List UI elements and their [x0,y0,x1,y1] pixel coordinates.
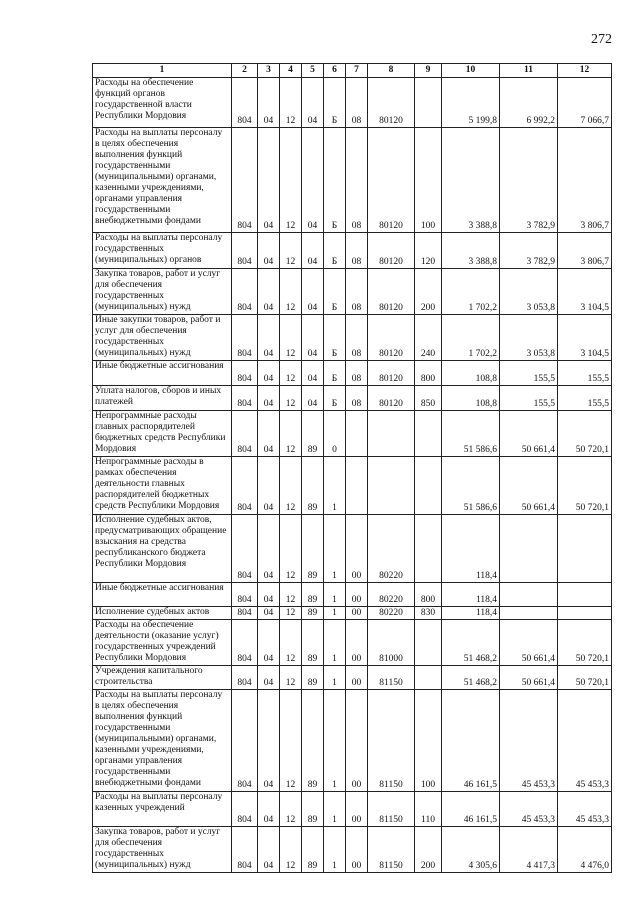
code-cell: 804 [232,269,258,315]
code-cell [346,411,368,457]
table-row [93,457,612,515]
amount-cell: 50 661,4 [500,666,558,690]
code-cell: 804 [232,233,258,269]
amount-cell: 108,8 [442,361,500,386]
code-cell: 80120 [368,386,415,411]
code-cell: 12 [280,792,302,827]
code-cell: Б [324,386,346,411]
row-label: Непрограммные расходы в рамках обеспечения деятельности главных распорядителей бюджетных средств Республики Мордовия [93,457,232,515]
code-cell: 804 [232,827,258,873]
code-cell: 04 [258,827,280,873]
code-cell: Б [324,361,346,386]
column-header: 11 [500,64,558,78]
amount-cell: 3 806,7 [558,128,612,233]
code-cell: 08 [346,315,368,361]
code-cell: 804 [232,583,258,607]
code-cell: Б [324,233,346,269]
code-cell: 04 [258,666,280,690]
amount-cell: 4 305,6 [442,827,500,873]
code-cell: 89 [302,457,324,515]
code-cell [415,457,442,515]
code-cell: 12 [280,666,302,690]
code-cell [368,411,415,457]
code-cell: 804 [232,411,258,457]
code-cell: 800 [415,361,442,386]
code-cell: 804 [232,792,258,827]
code-cell: 80120 [368,315,415,361]
code-cell: 08 [346,233,368,269]
amount-cell: 155,5 [558,361,612,386]
code-cell: 00 [346,620,368,666]
column-header: 12 [558,64,612,78]
code-cell [415,666,442,690]
amount-cell: 3 782,9 [500,128,558,233]
code-cell: 89 [302,607,324,620]
amount-cell: 3 053,8 [500,315,558,361]
code-cell: 804 [232,386,258,411]
budget-table [92,63,612,873]
amount-cell: 3 104,5 [558,315,612,361]
table-row [93,386,612,411]
code-cell: 04 [302,361,324,386]
column-header: 4 [280,64,302,78]
code-cell: 04 [302,233,324,269]
row-label: Расходы на обеспечение деятельности (оказание услуг) государственных учреждений Республики Мордовия [93,620,232,666]
code-cell: 08 [346,269,368,315]
code-cell: 04 [258,620,280,666]
code-cell: 12 [280,690,302,792]
code-cell [415,515,442,583]
code-cell: 804 [232,607,258,620]
column-header: 10 [442,64,500,78]
code-cell: 80120 [368,128,415,233]
code-cell: 110 [415,792,442,827]
row-label: Расходы на выплаты персоналу в целях обеспечения выполнения функций государственными (муниципальными) органами, казенными учреждениями, органами управления государственными внебюджетными фондами [93,128,232,233]
amount-cell: 118,4 [442,583,500,607]
amount-cell: 50 720,1 [558,411,612,457]
code-cell: 12 [280,457,302,515]
code-cell: 1 [324,583,346,607]
column-header: 6 [324,64,346,78]
amount-cell [558,607,612,620]
code-cell: 04 [258,361,280,386]
column-header: 2 [232,64,258,78]
code-cell: 804 [232,515,258,583]
code-cell: 80120 [368,269,415,315]
amount-cell: 1 702,2 [442,315,500,361]
code-cell: 89 [302,583,324,607]
code-cell: 80220 [368,515,415,583]
code-cell: 89 [302,666,324,690]
amount-cell: 118,4 [442,607,500,620]
amount-cell: 108,8 [442,386,500,411]
code-cell: 200 [415,269,442,315]
row-label: Учреждения капитального строительства [93,666,232,690]
table-row [93,583,612,607]
code-cell: 81000 [368,620,415,666]
row-label: Иные бюджетные ассигнования [93,361,232,386]
amount-cell: 155,5 [558,386,612,411]
table-row [93,128,612,233]
amount-cell: 155,5 [500,361,558,386]
code-cell: Б [324,128,346,233]
code-cell: 1 [324,827,346,873]
code-cell: 12 [280,411,302,457]
amount-cell: 50 720,1 [558,666,612,690]
code-cell: 08 [346,386,368,411]
code-cell: 804 [232,78,258,128]
code-cell: 80220 [368,607,415,620]
code-cell: 00 [346,690,368,792]
amount-cell: 50 661,4 [500,620,558,666]
code-cell: 200 [415,827,442,873]
page-number: 272 [591,32,612,47]
code-cell: 89 [302,515,324,583]
code-cell: 08 [346,128,368,233]
code-cell: 04 [258,386,280,411]
code-cell: 830 [415,607,442,620]
code-cell: 89 [302,411,324,457]
amount-cell [558,515,612,583]
code-cell [415,78,442,128]
code-cell: 04 [258,515,280,583]
code-cell: 04 [258,690,280,792]
code-cell: Б [324,269,346,315]
code-cell: 12 [280,386,302,411]
code-cell: 81150 [368,792,415,827]
code-cell: 804 [232,666,258,690]
code-cell: 89 [302,620,324,666]
code-cell: 12 [280,78,302,128]
column-header: 9 [415,64,442,78]
amount-cell: 45 453,3 [500,690,558,792]
code-cell: 00 [346,607,368,620]
code-cell: 81150 [368,666,415,690]
amount-cell: 46 161,5 [442,690,500,792]
code-cell: 1 [324,620,346,666]
amount-cell [558,583,612,607]
table-row [93,269,612,315]
code-cell [415,411,442,457]
code-cell: 12 [280,515,302,583]
code-cell: 804 [232,128,258,233]
amount-cell: 51 586,6 [442,457,500,515]
column-header: 7 [346,64,368,78]
code-cell: 00 [346,666,368,690]
code-cell: 12 [280,315,302,361]
code-cell: 1 [324,792,346,827]
amount-cell: 3 388,8 [442,233,500,269]
code-cell: 12 [280,583,302,607]
column-header: 8 [368,64,415,78]
code-cell: 1 [324,515,346,583]
table-row [93,620,612,666]
code-cell: 89 [302,827,324,873]
row-label: Уплата налогов, сборов и иных платежей [93,386,232,411]
amount-cell: 50 661,4 [500,457,558,515]
code-cell: 12 [280,269,302,315]
amount-cell: 46 161,5 [442,792,500,827]
amount-cell: 5 199,8 [442,78,500,128]
amount-cell: 155,5 [500,386,558,411]
table-row [93,78,612,128]
code-cell: 04 [302,315,324,361]
row-label: Иные бюджетные ассигнования [93,583,232,607]
table-row [93,607,612,620]
code-cell: 00 [346,792,368,827]
code-cell: 12 [280,620,302,666]
code-cell: 12 [280,361,302,386]
amount-cell: 3 782,9 [500,233,558,269]
amount-cell: 51 468,2 [442,620,500,666]
amount-cell: 7 066,7 [558,78,612,128]
code-cell [368,457,415,515]
table-row [93,233,612,269]
amount-cell: 51 468,2 [442,666,500,690]
table-row [93,666,612,690]
code-cell: 00 [346,583,368,607]
table-header-row [93,64,612,78]
code-cell: 89 [302,690,324,792]
table-row [93,361,612,386]
table-row [93,411,612,457]
code-cell: 1 [324,690,346,792]
amount-cell: 3 104,5 [558,269,612,315]
column-header: 1 [93,64,232,78]
code-cell: 1 [324,457,346,515]
code-cell: 804 [232,457,258,515]
code-cell: Б [324,78,346,128]
row-label: Закупка товаров, работ и услуг для обеспечения государственных (муниципальных) нужд [93,269,232,315]
code-cell: 804 [232,690,258,792]
code-cell: 04 [302,269,324,315]
code-cell: 81150 [368,827,415,873]
code-cell: 04 [302,78,324,128]
code-cell: 81150 [368,690,415,792]
code-cell: 04 [302,128,324,233]
row-label: Расходы на выплаты персоналу казенных учреждений [93,792,232,827]
row-label: Иные закупки товаров, работ и услуг для обеспечения государственных (муниципальных) нужд [93,315,232,361]
code-cell: 120 [415,233,442,269]
code-cell: 04 [258,78,280,128]
code-cell: 08 [346,78,368,128]
row-label: Исполнение судебных актов, предусматривающих обращение взыскания на средства республиканского бюджета Республики Мордовия [93,515,232,583]
table-row [93,515,612,583]
code-cell: 12 [280,827,302,873]
code-cell: 12 [280,128,302,233]
table-row [93,827,612,873]
code-cell: 04 [258,233,280,269]
row-label: Расходы на выплаты персоналу государственных (муниципальных) органов [93,233,232,269]
amount-cell: 45 453,3 [558,690,612,792]
code-cell: 100 [415,128,442,233]
code-cell: 04 [258,457,280,515]
amount-cell: 6 992,2 [500,78,558,128]
code-cell: 89 [302,792,324,827]
code-cell: 04 [258,269,280,315]
amount-cell: 45 453,3 [500,792,558,827]
amount-cell: 51 586,6 [442,411,500,457]
row-label: Расходы на выплаты персоналу в целях обеспечения выполнения функций государственными (муниципальными) органами, казенными учреждениями, органами управления государственными внебюджетными фондами [93,690,232,792]
amount-cell: 4 417,3 [500,827,558,873]
code-cell: 04 [302,386,324,411]
code-cell: 804 [232,620,258,666]
amount-cell: 50 720,1 [558,620,612,666]
row-label: Закупка товаров, работ и услуг для обеспечения государственных (муниципальных) нужд [93,827,232,873]
code-cell: 04 [258,128,280,233]
amount-cell: 3 053,8 [500,269,558,315]
amount-cell [500,515,558,583]
code-cell: 80120 [368,78,415,128]
amount-cell: 3 388,8 [442,128,500,233]
code-cell [346,457,368,515]
amount-cell [500,607,558,620]
row-label: Исполнение судебных актов [93,607,232,620]
table-row [93,792,612,827]
code-cell: 100 [415,690,442,792]
code-cell: 80120 [368,233,415,269]
table-row [93,315,612,361]
column-header: 5 [302,64,324,78]
code-cell: 08 [346,361,368,386]
amount-cell [500,583,558,607]
code-cell: 804 [232,361,258,386]
code-cell: 04 [258,411,280,457]
code-cell: 00 [346,827,368,873]
code-cell: 80120 [368,361,415,386]
code-cell: 80220 [368,583,415,607]
code-cell: 04 [258,583,280,607]
code-cell: 240 [415,315,442,361]
amount-cell: 45 453,3 [558,792,612,827]
code-cell [415,620,442,666]
amount-cell: 50 720,1 [558,457,612,515]
amount-cell: 50 661,4 [500,411,558,457]
code-cell: 00 [346,515,368,583]
code-cell: 04 [258,792,280,827]
code-cell: 1 [324,607,346,620]
code-cell: 0 [324,411,346,457]
code-cell: 04 [258,315,280,361]
amount-cell: 3 806,7 [558,233,612,269]
code-cell: 12 [280,607,302,620]
code-cell: 04 [258,607,280,620]
code-cell: 800 [415,583,442,607]
row-label: Расходы на обеспечение функций органов государственной власти Республики Мордовия [93,78,232,128]
column-header: 3 [258,64,280,78]
code-cell: 850 [415,386,442,411]
code-cell: 12 [280,233,302,269]
amount-cell: 4 476,0 [558,827,612,873]
code-cell: 804 [232,315,258,361]
code-cell: Б [324,315,346,361]
row-label: Непрограммные расходы главных распорядителей бюджетных средств Республики Мордовия [93,411,232,457]
amount-cell: 118,4 [442,515,500,583]
table-row [93,690,612,792]
code-cell: 1 [324,666,346,690]
amount-cell: 1 702,2 [442,269,500,315]
